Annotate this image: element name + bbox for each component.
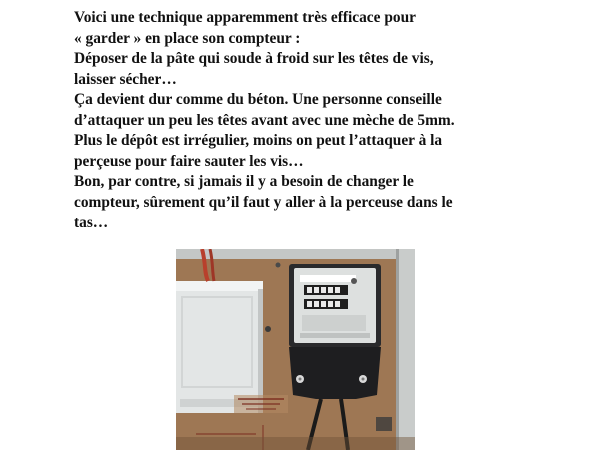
article-line-4: laisser sécher… <box>74 70 177 88</box>
cabinet-frame-right <box>398 249 415 450</box>
article-line-2: « garder » en place son compteur : <box>74 29 301 47</box>
article-line-11: tas… <box>74 214 109 231</box>
article-line-3: Déposer de la pâte qui soude à froid sur les têtes de vis, <box>74 50 434 67</box>
article-line-1: Voici une technique apparemment très efficace pour <box>74 9 416 26</box>
article-text <box>74 8 544 234</box>
article-line-8: perçeuse pour faire sauter les vis… <box>74 152 304 170</box>
junction-box <box>176 281 263 413</box>
meter-photo <box>176 249 415 450</box>
meter-terminal-cover <box>289 347 381 399</box>
article-line-9: Bon, par contre, si jamais il y a besoin de changer le <box>74 173 414 190</box>
article-line-10: compteur, sûrement qu’il faut y aller à la perceuse dans le <box>74 193 453 211</box>
article-line-7: Plus le dépôt est irrégulier, moins on peut l’attaquer à la <box>74 132 443 149</box>
article-line-6: d’attaquer un peu les têtes avant avec une mèche de 5mm. <box>74 111 455 129</box>
screw <box>265 326 271 332</box>
meter-photo-illustration <box>176 249 415 450</box>
article-line-5: Ça devient dur comme du béton. Une personne conseille <box>74 91 442 108</box>
